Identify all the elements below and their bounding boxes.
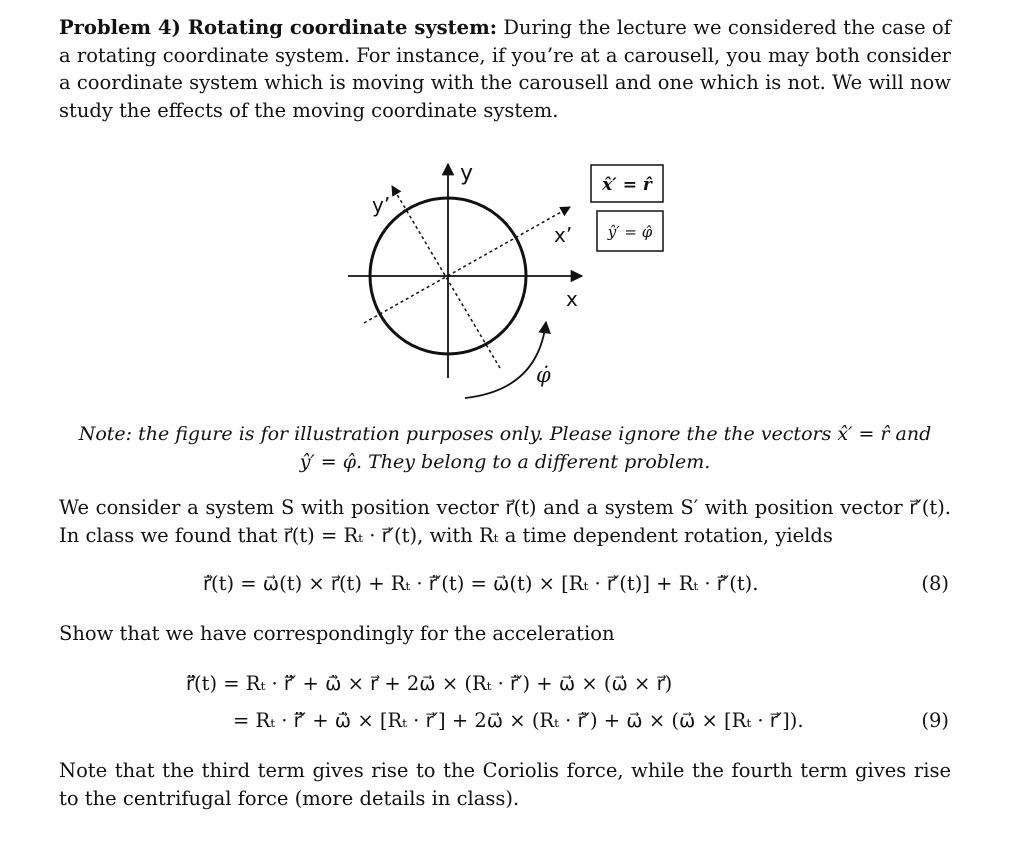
figure-note bbox=[59, 420, 951, 476]
figure-note-line1: Note: the figure is for illustration purposes only. Please ignore the the vectors x̂′ = r̂ and bbox=[78, 423, 932, 445]
equation-9-line1: r⃗̈(t) = Rₜ · r⃗̈′ + ω⃗̇ × r⃗ + 2ω⃗ × (Rₜ · r⃗̇′) + ω⃗ × (ω⃗ × r⃗) bbox=[186, 672, 673, 695]
equation-9-number: (9) bbox=[921, 709, 949, 732]
label-yprime: y’ bbox=[372, 193, 391, 217]
yprime-axis bbox=[392, 186, 500, 368]
acceleration-prompt: Show that we have correspondingly for the acceleration bbox=[59, 622, 615, 645]
rotating-coordinate-figure bbox=[330, 150, 690, 410]
problem-intro bbox=[59, 14, 951, 124]
coriolis-note: Note that the third term gives rise to the Coriolis force, while the fourth term gives rise to the centrifugal force (more details in class). bbox=[59, 759, 951, 810]
problem-intro-text: During the lecture we considered the case of a rotating coordinate system. For instance, if you’re at a carousell, you may both consider a coordinate system which is moving with the carousell and one which is not. We will now study the effects of the moving coordinate system. bbox=[59, 16, 951, 122]
equation-8: r⃗̇(t) = ω⃗(t) × r⃗(t) + Rₜ · r⃗̇′(t) = ω⃗(t) × [Rₜ · r⃗′(t)] + Rₜ · r⃗̇′(t). bbox=[203, 572, 759, 595]
equation-9-line2: = Rₜ · r⃗̈′ + ω⃗̇ × [Rₜ · r⃗′] + 2ω⃗ × (Rₜ · r⃗̇′) + ω⃗ × (ω⃗ × [Rₜ · r⃗′]). bbox=[233, 709, 804, 732]
vector-box-1-text: x̂′ = r̂ bbox=[602, 175, 652, 195]
rotation-arrow bbox=[465, 322, 546, 398]
system-description: We consider a system S with position vector r⃗(t) and a system S′ with position vector r⃗′(t). In class we found that r⃗(t) = Rₜ · r⃗′(t), with Rₜ a time dependent rotation, yields bbox=[59, 496, 951, 547]
figure-note-line2: ŷ′ = φ̂. They belong to a different problem. bbox=[299, 451, 711, 473]
label-xprime: x’ bbox=[554, 223, 573, 247]
equation-8-number: (8) bbox=[921, 572, 949, 595]
vector-box-2-text: ŷ′ = φ̂ bbox=[607, 223, 653, 241]
label-y: y bbox=[460, 161, 474, 186]
label-x: x bbox=[566, 287, 578, 311]
xprime-axis bbox=[364, 207, 573, 323]
problem-heading: Problem 4) Rotating coordinate system: bbox=[59, 16, 497, 39]
label-phidot: φ̇ bbox=[536, 363, 551, 387]
